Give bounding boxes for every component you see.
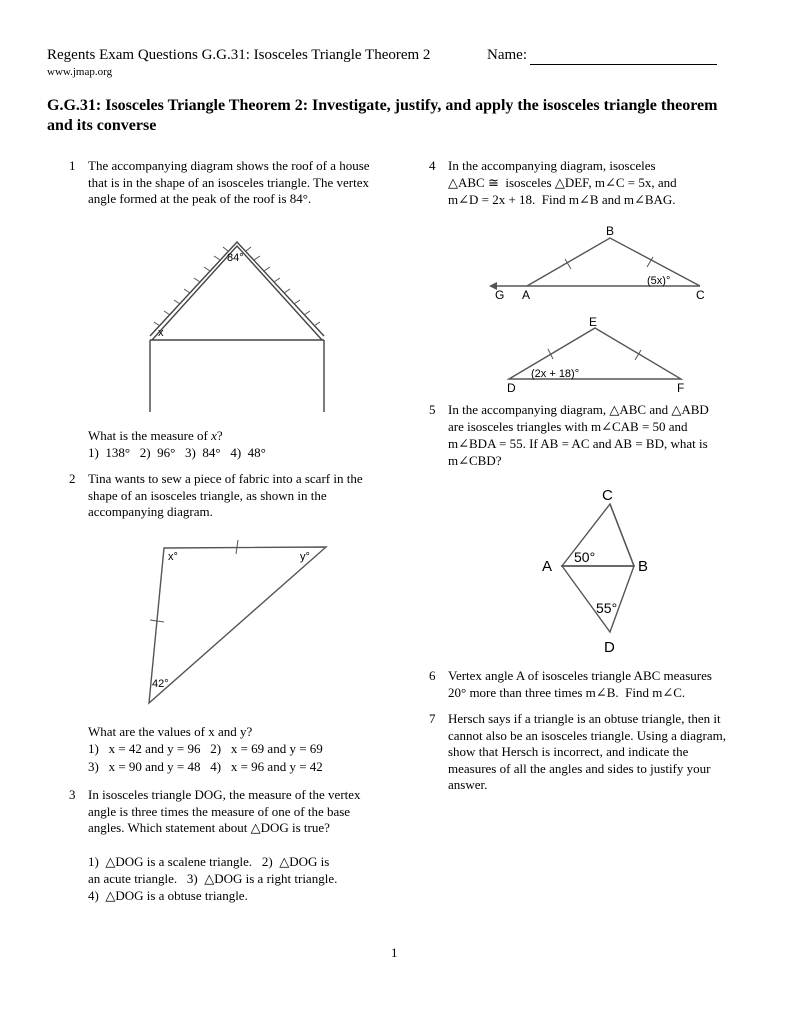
q2-choices-line2: 3) x = 90 and y = 48 4) x = 96 and y = 42 <box>88 759 323 774</box>
q5-label-B: B <box>638 558 649 575</box>
q6-number: 6 <box>429 668 436 683</box>
q4-label-G: G <box>495 288 505 302</box>
main-title: G.G.31: Isosceles Triangle Theorem 2: Investigate, justify, and apply the isosceles triangle theorem and its converse <box>47 97 718 134</box>
q4-line2: △ABC ≅ isosceles △DEF, m∠C = 5x, and <box>448 175 677 190</box>
q2-question: What are the values of x and y? <box>88 724 253 739</box>
q4-line1: In the accompanying diagram, isosceles <box>448 158 656 173</box>
q5-label-C: C <box>602 487 613 504</box>
q1-text: The accompanying diagram shows the roof of a house that is in the shape of an isosceles triangle. The vertex angle formed at the peak of the roof is 84°. <box>88 158 370 206</box>
q4-angle-C: (5x)° <box>647 275 671 287</box>
q1-question-var: x <box>211 428 217 443</box>
name-blank-line <box>530 64 717 65</box>
q2-x-label: x° <box>168 551 178 563</box>
q5-line2: are isosceles triangles with m∠CAB = 50 and <box>448 419 688 434</box>
q5-line3: m∠BDA = 55. If AB = AC and AB = BD, what is <box>448 436 708 451</box>
header-site: www.jmap.org <box>47 66 113 78</box>
q3-number: 3 <box>69 787 76 802</box>
q4-triangles-diagram <box>485 222 715 397</box>
q2-angle-label: 42° <box>152 678 169 690</box>
q4-label-D: D <box>507 381 516 395</box>
q5-angle-55: 55° <box>596 600 618 616</box>
q2-choices-line1: 1) x = 42 and y = 96 2) x = 69 and y = 69 <box>88 741 323 756</box>
q3-choices-line3: 4) △DOG is a obtuse triangle. <box>88 888 248 903</box>
q1-question <box>88 428 378 445</box>
q4-line3: m∠D = 2x + 18. Find m∠B and m∠BAG. <box>448 192 676 207</box>
q3-choices-line2: an acute triangle. 3) △DOG is a right triangle. <box>88 871 338 886</box>
q1-x-label: x <box>158 327 164 339</box>
q7-number: 7 <box>429 711 436 726</box>
q4-label-E: E <box>589 315 598 329</box>
name-label: Name: <box>487 47 527 63</box>
q3-text: In isosceles triangle DOG, the measure of the vertex angle is three times the measure of one of the base angles. Which statement about △DOG is true? <box>88 787 361 835</box>
q4-number: 4 <box>429 158 436 173</box>
q3-choices-line1: 1) △DOG is a scalene triangle. 2) △DOG is <box>88 854 330 869</box>
q1-question-prefix: What is the measure of <box>88 428 212 443</box>
q2-number: 2 <box>69 471 76 486</box>
q1-angle-label: 84° <box>227 252 244 264</box>
q1-roof-diagram <box>140 236 335 414</box>
q2-text: Tina wants to sew a piece of fabric into a scarf in the shape of an isosceles triangle, as shown in the accompanying diagram. <box>88 471 363 519</box>
q4-label-F: F <box>677 381 685 395</box>
q2-y-label: y° <box>300 551 310 563</box>
page-number: 1 <box>391 945 398 960</box>
q1-choices: 1) 138° 2) 96° 3) 84° 4) 48° <box>88 445 266 460</box>
q4-label-A: A <box>522 288 531 302</box>
q4-angle-D: (2x + 18)° <box>531 368 580 380</box>
q4-label-C: C <box>696 288 705 302</box>
q5-line1: In the accompanying diagram, △ABC and △ABD <box>448 402 709 417</box>
q1-number: 1 <box>69 158 76 173</box>
q5-kite-diagram <box>538 482 658 660</box>
q6-line1: Vertex angle A of isosceles triangle ABC measures <box>448 668 712 683</box>
header-title: Regents Exam Questions G.G.31: Isosceles Triangle Theorem 2 <box>47 47 431 63</box>
q4-label-B: B <box>606 224 615 238</box>
q1-question-suffix: ? <box>216 428 223 443</box>
q7-text: Hersch says if a triangle is an obtuse triangle, then it cannot also be an isosceles triangle. Using a diagram, show that Hersch is incorrect, and indicate the measures of all the angles and sides to justify your answer. <box>448 711 726 792</box>
q5-angle-50: 50° <box>574 549 596 565</box>
q5-label-D: D <box>604 639 615 656</box>
q2-scarf-diagram <box>142 538 332 710</box>
q5-label-A: A <box>542 558 553 575</box>
q5-line4: m∠CBD? <box>448 453 502 468</box>
q5-number: 5 <box>429 402 436 417</box>
q6-line2: 20° more than three times m∠B. Find m∠C. <box>448 685 686 700</box>
